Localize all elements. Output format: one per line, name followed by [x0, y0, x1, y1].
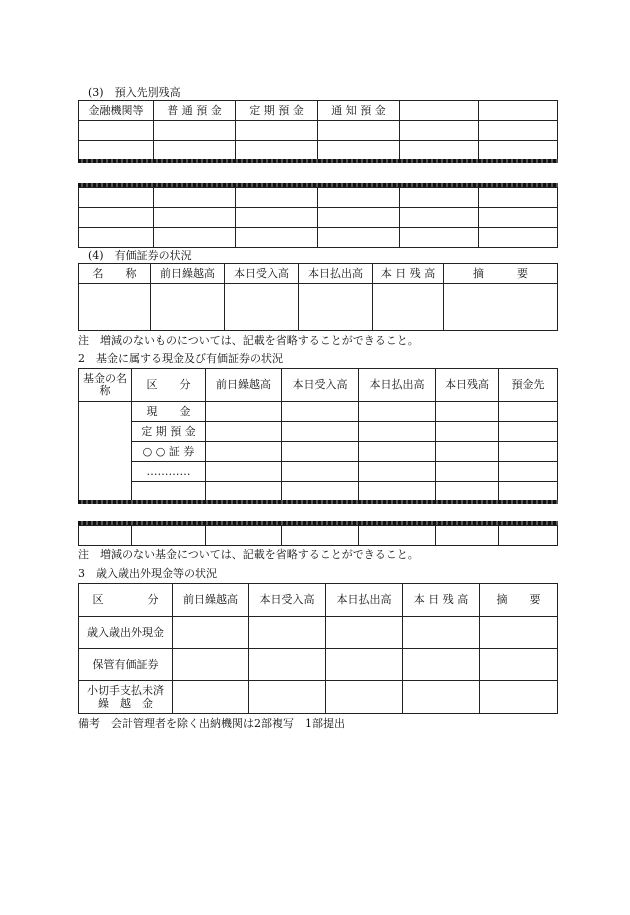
table-row — [79, 228, 558, 248]
header-cell: 本日残高 — [436, 369, 499, 402]
table-row — [79, 617, 558, 649]
table-row — [79, 402, 558, 422]
row-label: 定 期 預 金 — [132, 422, 206, 442]
table-row — [79, 482, 558, 502]
table-row — [79, 681, 558, 714]
table-header-row — [79, 584, 558, 617]
row-label — [132, 482, 206, 502]
table-row — [79, 462, 558, 482]
header-cell: 本日払出高 — [299, 264, 373, 284]
header-cell — [479, 101, 558, 121]
table-row — [79, 422, 558, 442]
header-cell: 前日繰越高 — [173, 584, 249, 617]
header-cell: 預金先 — [499, 369, 558, 402]
header-cell: 本日受入高 — [249, 584, 326, 617]
deposit-balance-table-continued — [78, 187, 558, 248]
table-row — [79, 284, 558, 331]
section-2-note: 注 増減のない基金については、記載を省略することができること。 — [78, 548, 419, 561]
fund-cash-table — [78, 368, 558, 502]
fund-name-cell — [79, 402, 132, 502]
header-cell: 普 通 預 金 — [154, 101, 236, 121]
remark-text: 備考 会計管理者を除く出納機関は2部複写 1部提出 — [78, 717, 345, 730]
table-row — [79, 141, 558, 161]
row-label: 現 金 — [132, 402, 206, 422]
table-row — [79, 188, 558, 208]
header-cell: 定 期 預 金 — [236, 101, 318, 121]
header-cell: 本日払出高 — [326, 584, 403, 617]
header-cell: 前日繰越高 — [151, 264, 225, 284]
header-cell: 区 分 — [132, 369, 206, 402]
header-cell: 名 称 — [79, 264, 151, 284]
table-break-line — [78, 500, 558, 504]
header-cell: 基金の名 称 — [79, 369, 132, 402]
header-cell: 本 日 残 高 — [403, 584, 480, 617]
header-cell: 本日受入高 — [225, 264, 299, 284]
deposit-balance-table — [78, 100, 558, 161]
table-header-row — [79, 369, 558, 402]
row-label: 保管有価証券 — [79, 649, 173, 681]
table-header-row — [79, 264, 558, 284]
row-label: 歳入歳出外現金 — [79, 617, 173, 649]
section-3b-heading: 3 歳入歳出外現金等の状況 — [78, 567, 217, 580]
table-row — [79, 442, 558, 462]
extra-budget-cash-table — [78, 583, 558, 714]
table-row — [79, 208, 558, 228]
header-cell: 本日払出高 — [359, 369, 436, 402]
securities-table — [78, 263, 558, 331]
header-cell — [400, 101, 479, 121]
header-cell: 摘 要 — [480, 584, 558, 617]
table-row — [79, 649, 558, 681]
row-label: 小切手支払未済繰 越 金 — [79, 681, 173, 714]
fund-cash-table-continued — [78, 525, 558, 546]
table-header-row — [79, 101, 558, 121]
section-4-heading: (4) 有価証券の状況 — [88, 249, 192, 262]
header-cell: 摘 要 — [444, 264, 558, 284]
table-row — [79, 526, 558, 546]
section-3-heading: (3) 預入先別残高 — [88, 86, 181, 99]
table-break-line — [78, 159, 558, 163]
header-cell: 金融機関等 — [79, 101, 154, 121]
row-label: ○ ○ 証 券 — [132, 442, 206, 462]
header-cell: 通 知 預 金 — [318, 101, 400, 121]
section-2-heading: 2 基金に属する現金及び有価証券の状況 — [78, 352, 283, 365]
table-row — [79, 121, 558, 141]
row-label: ………… — [132, 462, 206, 482]
section-4-note: 注 増減のないものについては、記載を省略することができること。 — [78, 334, 419, 347]
header-cell: 本日受入高 — [282, 369, 359, 402]
header-cell: 区 分 — [79, 584, 173, 617]
header-cell: 本 日 残 高 — [373, 264, 444, 284]
header-cell: 前日繰越高 — [206, 369, 282, 402]
